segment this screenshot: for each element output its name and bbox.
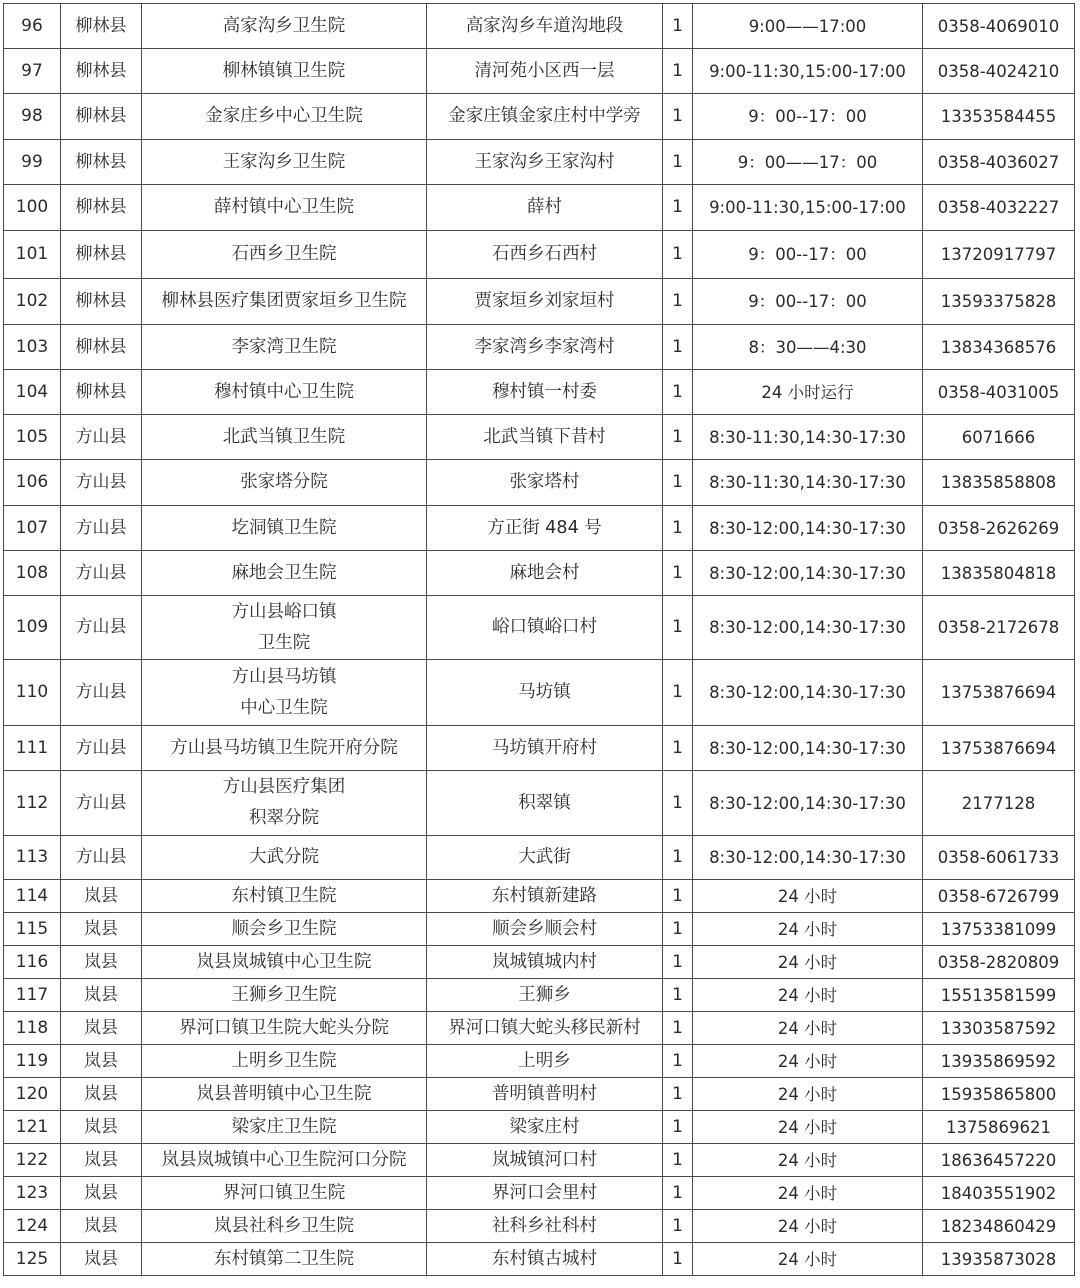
service-hours-cell: 24 小时 [693,1012,923,1045]
clinic-name-line: 张家塔分院 [240,472,328,492]
clinic-name-line: 柳林县医疗集团贾家垣乡卫生院 [161,291,407,311]
clinic-name-cell [142,460,427,506]
phone-cell: 13720917797 [923,231,1075,279]
quantity-cell: 1 [663,279,693,325]
address-cell: 社科乡社科村 [427,1210,663,1243]
phone-cell: 13353584455 [923,94,1075,140]
clinic-name-cell [142,185,427,231]
phone-cell: 13593375828 [923,279,1075,325]
clinic-name-cell [142,771,427,836]
row-number-cell: 103 [4,325,61,370]
quantity-cell: 1 [663,1012,693,1045]
address-cell: 马坊镇 [427,660,663,726]
phone-cell: 13835858808 [923,460,1075,506]
service-hours-cell: 9:00-11:30,15:00-17:00 [693,185,923,231]
phone-cell: 13935869592 [923,1045,1075,1078]
table-row [4,140,1075,185]
quantity-cell: 1 [663,49,693,94]
table-row [4,460,1075,506]
table-row [4,1243,1075,1276]
clinic-name-cell [142,1045,427,1078]
phone-cell: 13835804818 [923,551,1075,596]
quantity-cell: 1 [663,94,693,140]
phone-cell: 18234860429 [923,1210,1075,1243]
address-cell: 薛村 [427,185,663,231]
clinic-name-cell [142,4,427,49]
clinic-name-cell [142,140,427,185]
county-cell: 岚县 [61,1243,142,1276]
quantity-cell: 1 [663,1111,693,1144]
table-row [4,1045,1075,1078]
county-cell: 柳林县 [61,49,142,94]
address-cell: 大武街 [427,836,663,880]
clinic-name-cell [142,370,427,415]
service-hours-cell: 8：30——4:30 [693,325,923,370]
table-row [4,880,1075,913]
phone-cell: 0358-2626269 [923,506,1075,551]
quantity-cell: 1 [663,1045,693,1078]
address-cell: 普明镇普明村 [427,1078,663,1111]
county-cell: 方山县 [61,660,142,726]
clinic-name-cell [142,946,427,979]
row-number-cell: 105 [4,415,61,460]
service-hours-cell: 24 小时 [693,1111,923,1144]
clinic-name-line: 高家沟乡卫生院 [222,15,346,36]
county-cell: 柳林县 [61,4,142,49]
table-row [4,4,1075,49]
quantity-cell: 1 [663,979,693,1012]
table-row [4,836,1075,880]
clinic-name-cell [142,1144,427,1177]
service-hours-cell: 8:30-12:00,14:30-17:30 [693,551,923,596]
clinic-name-line: 大武分院 [249,847,319,867]
county-cell: 岚县 [61,1045,142,1078]
quantity-cell: 1 [663,506,693,551]
county-cell: 方山县 [61,596,142,660]
table-row [4,946,1075,979]
service-hours-cell: 24 小时 [693,913,923,946]
clinic-name-cell [142,880,427,913]
address-cell: 张家塔村 [427,460,663,506]
clinic-name-line: 岚县岚城镇中心卫生院 [196,951,372,972]
clinic-name-cell [142,836,427,880]
clinic-name-line: 金家庄乡中心卫生院 [205,106,363,126]
clinic-name-cell [142,596,427,660]
phone-cell: 15935865800 [923,1078,1075,1111]
address-cell: 王狮乡 [427,979,663,1012]
table-row [4,1177,1075,1210]
address-cell: 清河苑小区西一层 [427,49,663,94]
service-hours-cell: 24 小时 [693,1078,923,1111]
clinic-name-line: 方山县马坊镇 [231,666,337,687]
clinic-name-line: 上明乡卫生院 [231,1050,337,1071]
quantity-cell: 1 [663,185,693,231]
service-hours-cell: 8:30-12:00,14:30-17:30 [693,596,923,660]
service-hours-cell: 9：00——17：00 [693,140,923,185]
row-number-cell: 101 [4,231,61,279]
address-cell: 界河口镇大蛇头移民新村 [427,1012,663,1045]
clinic-name-line: 界河口镇卫生院 [222,1182,346,1203]
phone-cell: 13303587592 [923,1012,1075,1045]
row-number-cell: 111 [4,726,61,771]
county-cell: 柳林县 [61,94,142,140]
county-cell: 岚县 [61,1210,142,1243]
address-cell: 顺会乡顺会村 [427,913,663,946]
clinic-name-cell [142,325,427,370]
row-number-cell: 108 [4,551,61,596]
clinic-name-line: 东村镇卫生院 [231,885,337,906]
row-number-cell: 113 [4,836,61,880]
service-hours-cell: 8:30-12:00,14:30-17:30 [693,726,923,771]
service-hours-cell: 24 小时 [693,1210,923,1243]
table-row [4,415,1075,460]
table-row [4,231,1075,279]
address-cell: 梁家庄村 [427,1111,663,1144]
phone-cell: 15513581599 [923,979,1075,1012]
table-row [4,1012,1075,1045]
quantity-cell: 1 [663,140,693,185]
quantity-cell: 1 [663,1177,693,1210]
service-hours-cell: 9:00-11:30,15:00-17:00 [693,49,923,94]
clinic-name-line: 王家沟乡卫生院 [222,151,346,172]
row-number-cell: 124 [4,1210,61,1243]
phone-cell: 0358-4069010 [923,4,1075,49]
row-number-cell: 117 [4,979,61,1012]
row-number-cell: 107 [4,506,61,551]
table-row [4,771,1075,836]
quantity-cell: 1 [663,325,693,370]
row-number-cell: 106 [4,460,61,506]
quantity-cell: 1 [663,836,693,880]
phone-cell: 18636457220 [923,1144,1075,1177]
clinic-name-cell [142,1012,427,1045]
address-cell: 麻地会村 [427,551,663,596]
address-cell: 北武当镇下昔村 [427,415,663,460]
clinic-name-line: 中心卫生院 [240,697,328,718]
phone-cell: 13753876694 [923,726,1075,771]
phone-cell: 0358-4024210 [923,49,1075,94]
table-row [4,1144,1075,1177]
quantity-cell: 1 [663,913,693,946]
service-hours-cell: 8:30-11:30,14:30-17:30 [693,415,923,460]
service-hours-cell: 24 小时 [693,1045,923,1078]
phone-cell: 2177128 [923,771,1075,836]
service-hours-cell: 9：00--17：00 [693,231,923,279]
county-cell: 岚县 [61,979,142,1012]
quantity-cell: 1 [663,551,693,596]
county-cell: 方山县 [61,415,142,460]
row-number-cell: 98 [4,94,61,140]
county-cell: 方山县 [61,771,142,836]
phone-cell: 0358-4036027 [923,140,1075,185]
phone-cell: 18403551902 [923,1177,1075,1210]
quantity-cell: 1 [663,1078,693,1111]
county-cell: 柳林县 [61,140,142,185]
clinic-name-line: 梁家庄卫生院 [231,1116,337,1137]
clinic-name-cell [142,1243,427,1276]
quantity-cell: 1 [663,596,693,660]
county-cell: 岚县 [61,946,142,979]
phone-cell: 13753381099 [923,913,1075,946]
row-number-cell: 97 [4,49,61,94]
table-row [4,370,1075,415]
address-cell: 东村镇新建路 [427,880,663,913]
clinic-name-line: 岚县岚城镇中心卫生院河口分院 [161,1149,407,1170]
clinic-name-cell [142,279,427,325]
clinic-name-cell [142,1177,427,1210]
county-cell: 柳林县 [61,185,142,231]
phone-cell: 13753876694 [923,660,1075,726]
address-cell: 石西乡石西村 [427,231,663,279]
quantity-cell: 1 [663,1144,693,1177]
address-cell: 积翠镇 [427,771,663,836]
row-number-cell: 102 [4,279,61,325]
quantity-cell: 1 [663,460,693,506]
clinic-name-line: 李家湾卫生院 [231,336,337,357]
table-body [4,4,1075,1276]
service-hours-cell: 24 小时运行 [693,370,923,415]
service-hours-cell: 24 小时 [693,1243,923,1276]
service-hours-cell: 9：00--17：00 [693,279,923,325]
row-number-cell: 116 [4,946,61,979]
county-cell: 岚县 [61,1012,142,1045]
clinic-name-cell [142,913,427,946]
clinic-name-line: 柳林镇镇卫生院 [222,60,346,81]
phone-cell: 0358-4032227 [923,185,1075,231]
phone-cell: 13834368576 [923,325,1075,370]
service-hours-cell: 24 小时 [693,1144,923,1177]
table-row [4,49,1075,94]
row-number-cell: 123 [4,1177,61,1210]
county-cell: 方山县 [61,551,142,596]
county-cell: 岚县 [61,1144,142,1177]
quantity-cell: 1 [663,771,693,836]
county-cell: 岚县 [61,1111,142,1144]
address-cell: 马坊镇开府村 [427,726,663,771]
clinic-name-line: 麻地会卫生院 [231,562,337,583]
phone-cell: 0358-2820809 [923,946,1075,979]
quantity-cell: 1 [663,880,693,913]
quantity-cell: 1 [663,1210,693,1243]
clinic-name-cell [142,660,427,726]
clinic-name-line: 顺会乡卫生院 [231,918,337,939]
clinic-name-line: 积翠分院 [249,808,319,828]
quantity-cell: 1 [663,946,693,979]
service-hours-cell: 24 小时 [693,946,923,979]
address-cell: 高家沟乡车道沟地段 [427,4,663,49]
table-row [4,185,1075,231]
clinic-name-cell [142,979,427,1012]
clinic-name-line: 方山县峪口镇 [231,601,337,622]
clinic-name-cell [142,506,427,551]
clinic-name-line: 石西乡卫生院 [231,244,337,264]
phone-cell: 0358-2172678 [923,596,1075,660]
table-row [4,325,1075,370]
clinic-name-line: 岚县普明镇中心卫生院 [196,1083,372,1104]
row-number-cell: 118 [4,1012,61,1045]
clinic-name-line: 卫生院 [257,632,311,653]
table-row [4,660,1075,726]
clinic-name-line: 圪洞镇卫生院 [231,517,337,538]
address-cell: 金家庄镇金家庄村中学旁 [427,94,663,140]
clinic-name-line: 穆村镇中心卫生院 [214,381,354,402]
service-hours-cell: 8:30-12:00,14:30-17:30 [693,506,923,551]
table-row [4,279,1075,325]
clinic-name-cell [142,1210,427,1243]
service-hours-cell: 8:30-12:00,14:30-17:30 [693,660,923,726]
county-cell: 方山县 [61,726,142,771]
address-cell: 岚城镇城内村 [427,946,663,979]
county-cell: 方山县 [61,506,142,551]
clinic-table [3,3,1075,1276]
row-number-cell: 99 [4,140,61,185]
phone-cell: 6071666 [923,415,1075,460]
service-hours-cell: 9：00--17：00 [693,94,923,140]
table-row [4,1078,1075,1111]
row-number-cell: 125 [4,1243,61,1276]
address-cell: 峪口镇峪口村 [427,596,663,660]
county-cell: 柳林县 [61,231,142,279]
row-number-cell: 100 [4,185,61,231]
county-cell: 柳林县 [61,325,142,370]
table-row [4,913,1075,946]
row-number-cell: 121 [4,1111,61,1144]
phone-cell: 0358-6061733 [923,836,1075,880]
clinic-name-cell [142,726,427,771]
service-hours-cell: 8:30-12:00,14:30-17:30 [693,771,923,836]
county-cell: 岚县 [61,880,142,913]
row-number-cell: 122 [4,1144,61,1177]
clinic-name-line: 岚县社科乡卫生院 [214,1215,354,1236]
row-number-cell: 114 [4,880,61,913]
row-number-cell: 112 [4,771,61,836]
clinic-name-cell [142,551,427,596]
county-cell: 柳林县 [61,370,142,415]
clinic-name-line: 东村镇第二卫生院 [214,1248,354,1269]
phone-cell: 1375869621 [923,1111,1075,1144]
row-number-cell: 120 [4,1078,61,1111]
quantity-cell: 1 [663,660,693,726]
clinic-name-cell [142,415,427,460]
quantity-cell: 1 [663,415,693,460]
address-cell: 穆村镇一村委 [427,370,663,415]
phone-cell: 0358-4031005 [923,370,1075,415]
quantity-cell: 1 [663,231,693,279]
row-number-cell: 119 [4,1045,61,1078]
address-cell: 上明乡 [427,1045,663,1078]
service-hours-cell: 9:00——17:00 [693,4,923,49]
clinic-name-line: 薛村镇中心卫生院 [214,197,354,217]
clinic-name-line: 方山县马坊镇卫生院开府分院 [170,737,398,758]
clinic-name-cell [142,231,427,279]
address-cell: 王家沟乡王家沟村 [427,140,663,185]
address-cell: 贾家垣乡刘家垣村 [427,279,663,325]
address-cell: 界河口会里村 [427,1177,663,1210]
clinic-name-line: 王狮乡卫生院 [231,984,337,1005]
county-cell: 岚县 [61,913,142,946]
address-cell: 东村镇古城村 [427,1243,663,1276]
clinic-name-line: 北武当镇卫生院 [222,426,346,447]
table-row [4,726,1075,771]
address-cell: 李家湾乡李家湾村 [427,325,663,370]
quantity-cell: 1 [663,726,693,771]
clinic-table-container [3,3,1075,1276]
quantity-cell: 1 [663,4,693,49]
county-cell: 岚县 [61,1177,142,1210]
quantity-cell: 1 [663,370,693,415]
phone-cell: 13935873028 [923,1243,1075,1276]
table-row [4,551,1075,596]
quantity-cell: 1 [663,1243,693,1276]
clinic-name-line: 方山县医疗集团 [222,777,346,797]
table-row [4,1210,1075,1243]
county-cell: 方山县 [61,836,142,880]
clinic-name-cell [142,1111,427,1144]
row-number-cell: 96 [4,4,61,49]
service-hours-cell: 24 小时 [693,880,923,913]
table-row [4,506,1075,551]
table-row [4,94,1075,140]
county-cell: 柳林县 [61,279,142,325]
service-hours-cell: 8:30-12:00,14:30-17:30 [693,836,923,880]
table-row [4,596,1075,660]
row-number-cell: 115 [4,913,61,946]
row-number-cell: 109 [4,596,61,660]
clinic-name-cell [142,49,427,94]
service-hours-cell: 24 小时 [693,1177,923,1210]
county-cell: 岚县 [61,1078,142,1111]
service-hours-cell: 24 小时 [693,979,923,1012]
phone-cell: 0358-6726799 [923,880,1075,913]
service-hours-cell: 8:30-11:30,14:30-17:30 [693,460,923,506]
table-row [4,979,1075,1012]
clinic-name-cell [142,94,427,140]
clinic-name-line: 界河口镇卫生院大蛇头分院 [179,1017,389,1038]
address-cell: 岚城镇河口村 [427,1144,663,1177]
row-number-cell: 110 [4,660,61,726]
address-cell: 方正街 484 号 [427,506,663,551]
clinic-name-cell [142,1078,427,1111]
table-row [4,1111,1075,1144]
row-number-cell: 104 [4,370,61,415]
county-cell: 方山县 [61,460,142,506]
